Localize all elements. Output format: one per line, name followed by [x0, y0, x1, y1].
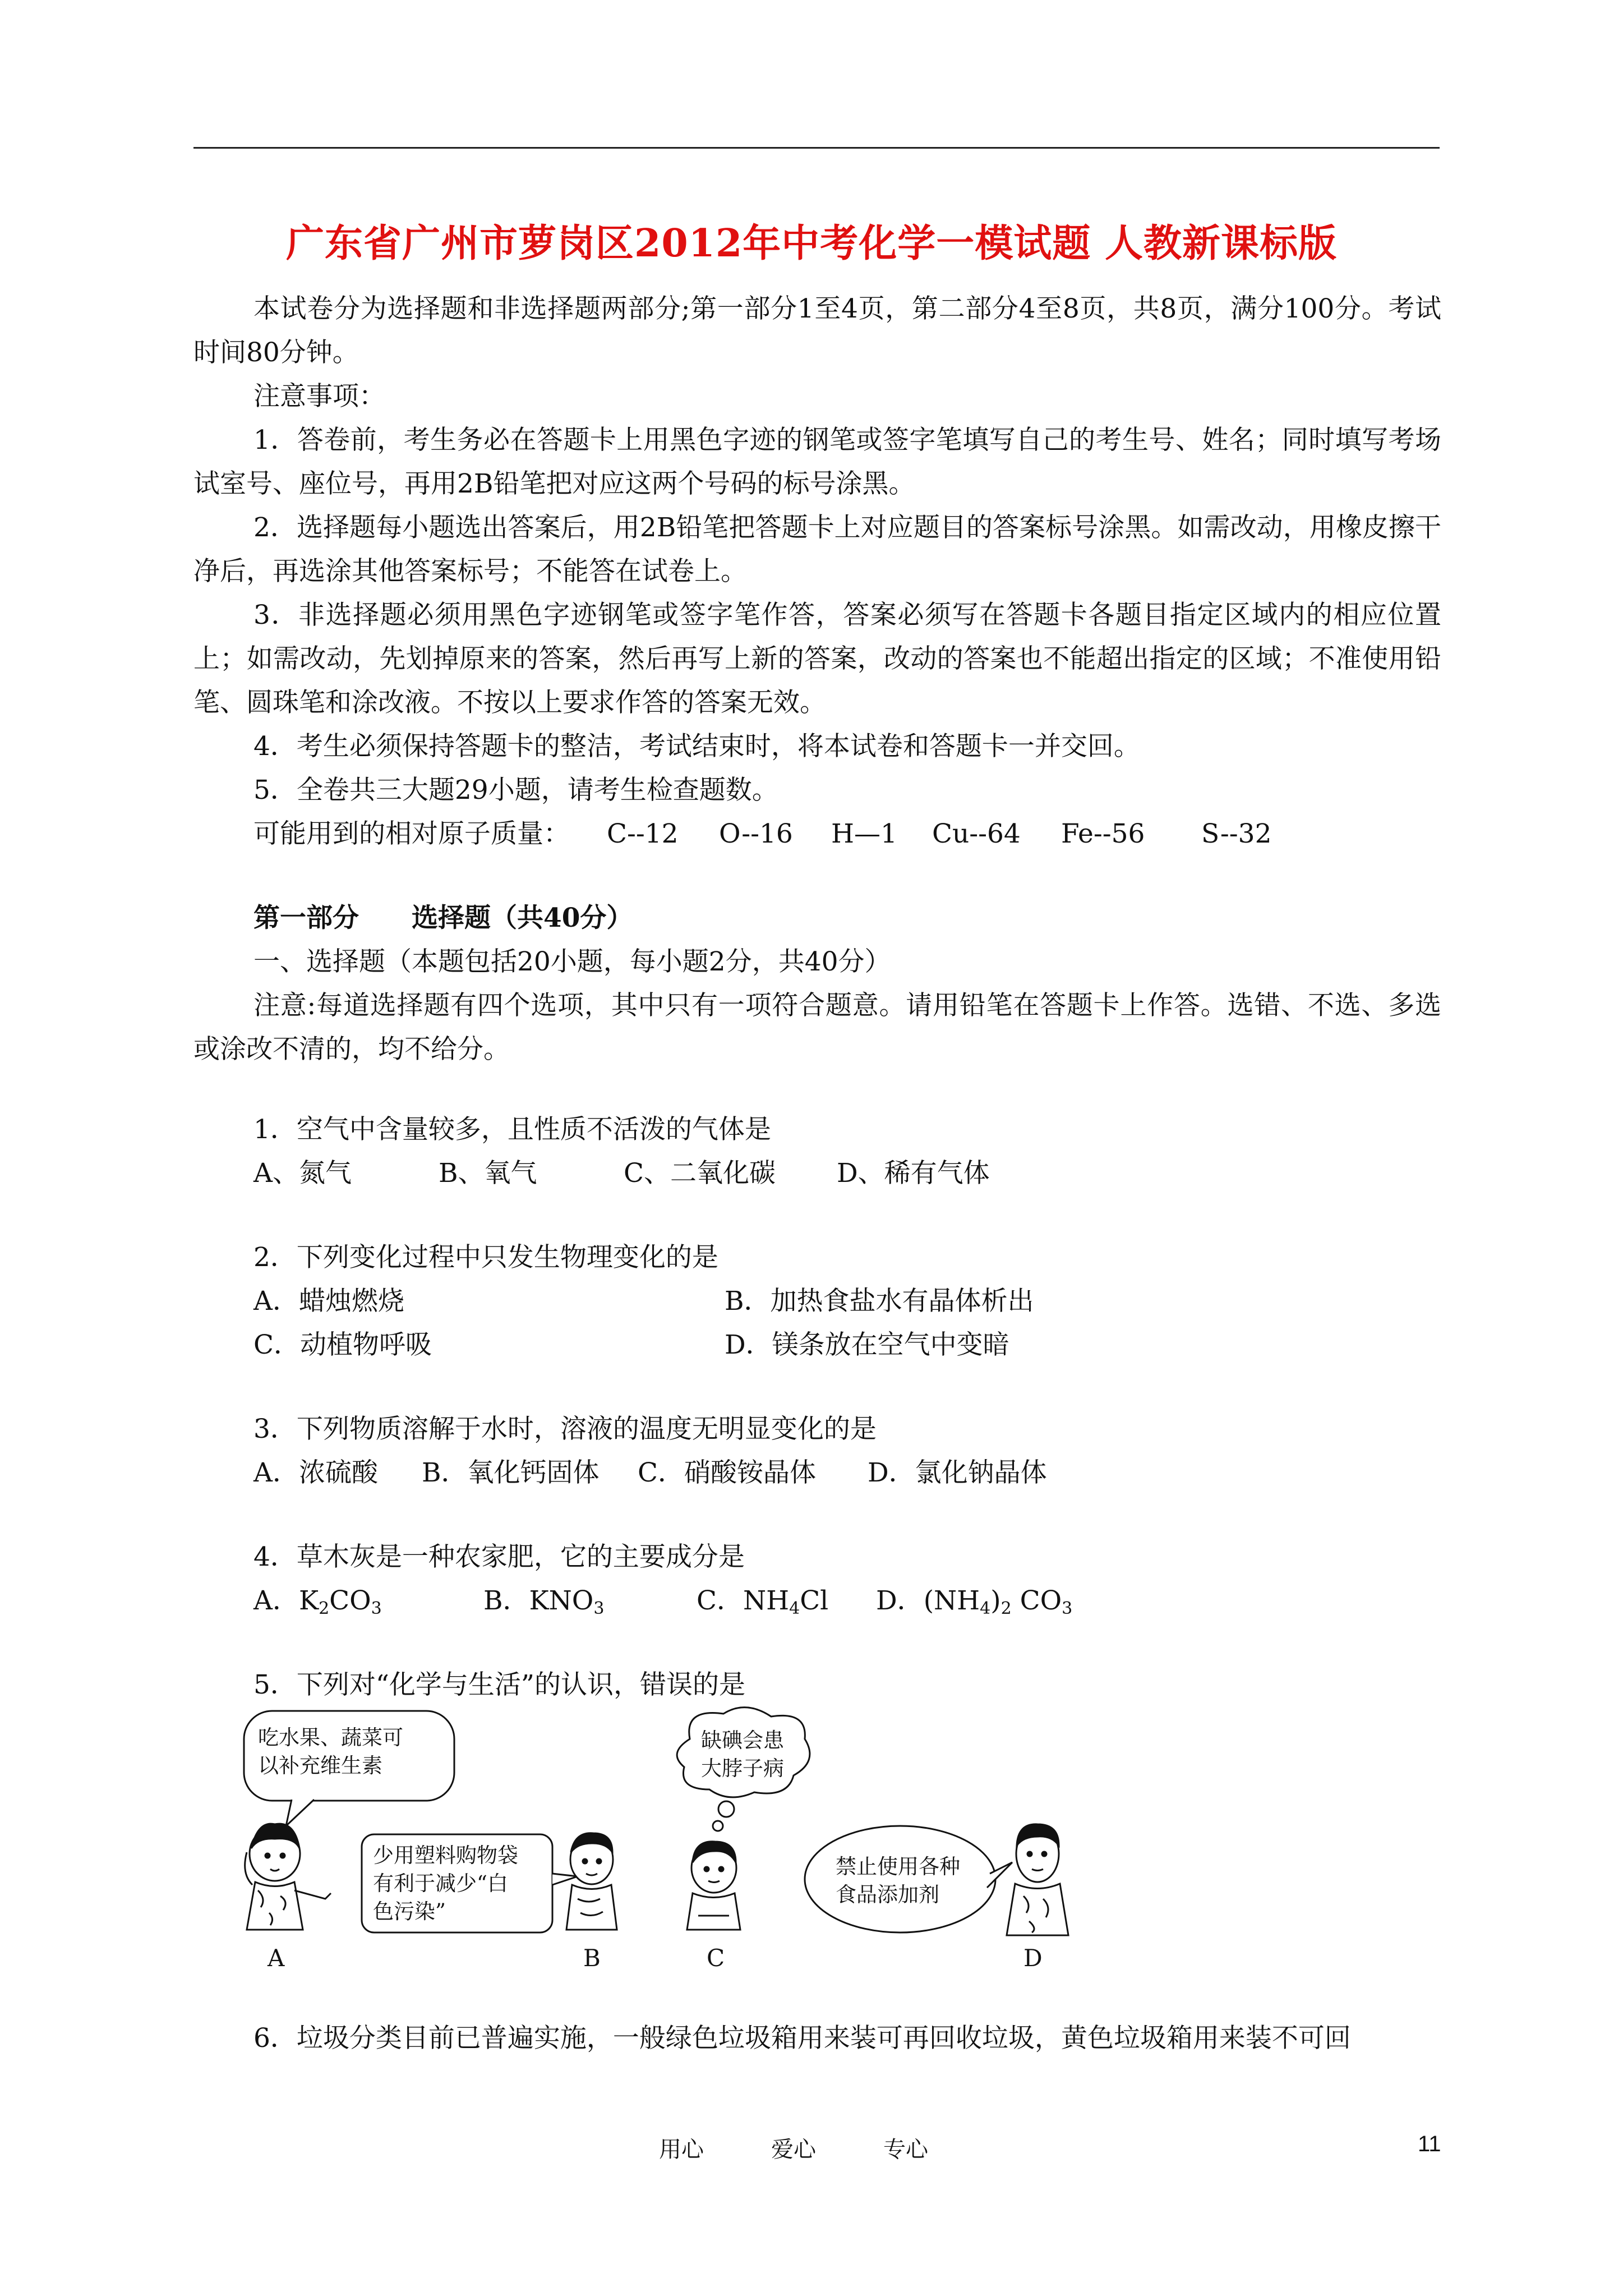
svg-text:以补充维生素: 以补充维生素 [258, 1754, 382, 1778]
q4-option-c: C．$NH_4Cl$ [697, 1585, 829, 1618]
q3-option-d: D．氯化钠晶体 [868, 1457, 1047, 1488]
person-c-icon [687, 1842, 740, 1930]
q4-option-d: D．$(NH_4)_2$ $CO_3$ [876, 1585, 1073, 1618]
notice-3: 3．非选择题必须用黑色字迹钢笔或签字笔作答，答案必须写在答题卡各题目指定区域内的相应位置上；如需改动，先划掉原来的答案，然后再写上新的答案，改动的答案也不能超出指定的区域；不准使用铅笔、圆珠笔和涂改液。不按以上要求作答的答案无效。 [193, 600, 1441, 718]
svg-text:B: B [583, 1944, 601, 1972]
svg-text:有利于减少“白: 有利于减少“白 [373, 1871, 508, 1895]
q3-option-c: C．硝酸铵晶体 [638, 1457, 816, 1488]
footer-item-aixin: 爱心 [771, 2137, 816, 2162]
q3-options [253, 1451, 1047, 1495]
atomic-mass-c: C--12 [607, 818, 679, 849]
q2-option-a: A．蜡烛燃烧 [253, 1286, 404, 1317]
q1-option-b: B、氧气 [439, 1158, 537, 1189]
section1-note: 注意:每道选择题有四个选项，其中只有一项符合题意。请用铅笔在答题卡上作答。选错、不选、多选或涂改不清的，均不给分。 [193, 990, 1441, 1065]
notice-1: 1．答卷前，考生务必在答题卡上用黑色字迹的钢笔或签字笔填写自己的考生号、姓名；同时填写考场试室号、座位号，再用2B铅笔把对应这两个号码的标号涂黑。 [193, 425, 1441, 499]
header-rule [193, 147, 1440, 149]
notice-2: 2．选择题每小题选出答案后，用2B铅笔把答题卡上对应题目的答案标号涂黑。如需改动，用橡皮擦干净后，再选涂其他答案标号；不能答在试卷上。 [193, 512, 1441, 587]
q4-options [253, 1579, 1072, 1631]
footer-item-yongxin: 用心 [659, 2137, 704, 2162]
notice-title: 注意事项： [253, 381, 385, 412]
svg-text:食品添加剂: 食品添加剂 [836, 1883, 939, 1907]
atomic-mass-o: O--16 [719, 818, 793, 849]
atomic-mass-s: S--32 [1201, 818, 1272, 849]
q4-option-a: A．$K_2CO_3$ [253, 1585, 382, 1618]
svg-text:D: D [1023, 1944, 1043, 1972]
q3-option-b: B．氧化钙固体 [422, 1457, 600, 1488]
svg-text:少用塑料购物袋: 少用塑料购物袋 [373, 1843, 518, 1867]
q2-option-c: C．动植物呼吸 [253, 1329, 432, 1360]
q1-option-c: C、二氧化碳 [624, 1158, 776, 1189]
q1-options [253, 1152, 990, 1195]
footer-item-zhuanxin: 专心 [883, 2137, 928, 2162]
q4-stem: 4．草木灰是一种农家肥，它的主要成分是 [253, 1542, 745, 1572]
q1-option-a: A、氮气 [253, 1158, 352, 1189]
person-b-icon [566, 1833, 617, 1930]
part1-heading: 第一部分 选择题（共40分） [253, 903, 633, 933]
speech-bubble-d [805, 1826, 1012, 1932]
atomic-mass-fe: Fe--56 [1061, 818, 1145, 849]
svg-text:吃水果、蔬菜可: 吃水果、蔬菜可 [258, 1726, 403, 1750]
svg-text:色污染”: 色污染” [373, 1899, 446, 1924]
svg-text:A: A [268, 1944, 285, 1972]
q6-stem: 6．垃圾分类目前已普遍实施，一般绿色垃圾箱用来装可再回收垃圾，黄色垃圾箱用来装不可回 [253, 2023, 1351, 2054]
person-d-icon [1007, 1824, 1068, 1935]
speech-bubble-b [362, 1834, 578, 1932]
atomic-mass-label: 可能用到的相对原子质量： [253, 818, 570, 849]
notice-4: 4．考生必须保持答题卡的整洁，考试结束时，将本试卷和答题卡一并交回。 [253, 731, 1140, 762]
atomic-mass-cu: Cu--64 [932, 818, 1021, 849]
q5-cartoon-figure [241, 1705, 1122, 1980]
svg-text:禁止使用各种: 禁止使用各种 [836, 1855, 960, 1879]
speech-bubble-a [244, 1711, 454, 1826]
q2-options-row1 [253, 1280, 1034, 1323]
person-a-icon [245, 1824, 331, 1930]
svg-text:C: C [707, 1944, 725, 1972]
notice-5: 5．全卷共三大题29小题，请考生检查题数。 [253, 775, 778, 806]
atomic-mass-line [253, 812, 1442, 856]
q4-option-b: B．$KNO_3$ [483, 1585, 605, 1618]
q1-option-d: D、稀有气体 [837, 1158, 990, 1189]
q2-options-row2 [253, 1323, 1009, 1367]
q1-stem: 1．空气中含量较多，且性质不活泼的气体是 [253, 1114, 771, 1145]
thought-bubble-c [677, 1708, 810, 1831]
atomic-mass-h: H—1 [831, 818, 897, 849]
q2-stem: 2．下列变化过程中只发生物理变化的是 [253, 1242, 718, 1273]
page-title: 广东省广州市萝岗区2012年中考化学一模试题 人教新课标版 [286, 221, 1337, 266]
svg-text:缺碘会患: 缺碘会患 [701, 1728, 784, 1752]
q3-stem: 3．下列物质溶解于水时，溶液的温度无明显变化的是 [253, 1414, 877, 1444]
svg-text:大脖子病: 大脖子病 [701, 1756, 784, 1780]
section1-heading: 一、选择题（本题包括20小题，每小题2分，共40分） [253, 946, 891, 977]
q2-option-b: B．加热食盐水有晶体析出 [725, 1286, 1034, 1317]
intro-paragraph: 本试卷分为选择题和非选择题两部分;第一部分1至4页，第二部分4至8页，共8页，满分100分。考试时间80分钟。 [193, 293, 1441, 368]
q5-stem: 5．下列对“化学与生活”的认识，错误的是 [253, 1669, 745, 1700]
page-number: 11 [1418, 2132, 1441, 2156]
q2-option-d: D．镁条放在空气中变暗 [725, 1329, 1009, 1360]
q3-option-a: A．浓硫酸 [253, 1457, 378, 1488]
